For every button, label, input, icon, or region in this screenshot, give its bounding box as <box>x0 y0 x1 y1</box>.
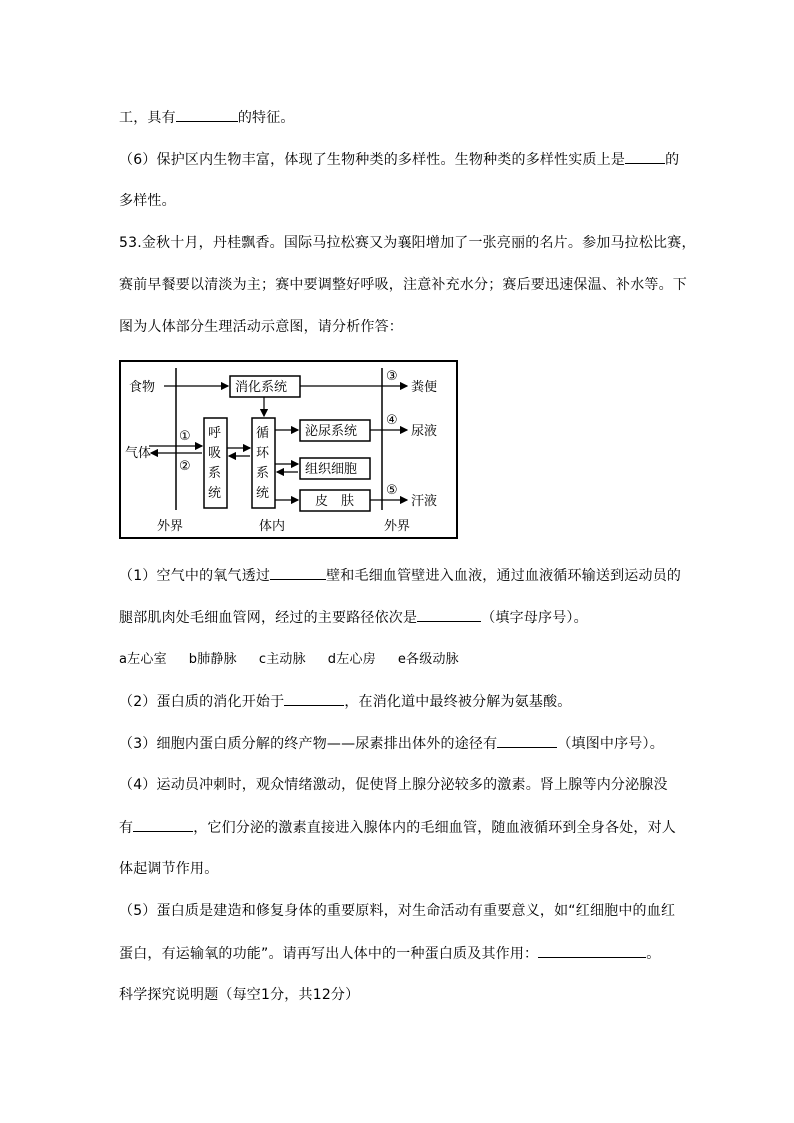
text-segment: 壁和毛细血管壁进入血液，通过血液循环输送到运动员的 <box>326 568 682 584</box>
circulatory-char: 环 <box>256 446 270 461</box>
answer-blank[interactable] <box>417 607 481 622</box>
skin-label: 皮 肤 <box>315 494 355 509</box>
question-5-line-b <box>119 943 660 964</box>
option-a: a左心室 <box>119 652 167 667</box>
question-4-line-a: （4）运动员冲刺时，观众情绪激动，促使肾上腺分泌较多的激素。肾上腺等内分泌腺没 <box>119 777 668 793</box>
respiratory-char: 吸 <box>208 446 222 461</box>
text-segment: ，它们分泌的激素直接进入腺体内的毛细血管，随血液循环到全身各处，对人 <box>193 820 677 836</box>
text-segment: ，在消化道中最终被分解为氨基酸。 <box>344 694 572 710</box>
option-c: c主动脉 <box>258 652 306 667</box>
outside-left-label: 外界 <box>157 519 184 534</box>
answer-blank[interactable] <box>625 149 665 164</box>
question-6 <box>119 149 679 170</box>
respiratory-char: 呼 <box>208 426 222 441</box>
text-segment: 。 <box>646 946 661 962</box>
question-4-line-c: 体起调节作用。 <box>119 861 219 877</box>
num-5: ⑤ <box>386 483 398 498</box>
text-line-5: 赛前早餐要以清淡为主；赛中要调整好呼吸，注意补充水分；赛后要迅速保温、补水等。下 <box>119 277 687 293</box>
sweat-label: 汗液 <box>411 494 438 509</box>
text-segment: 工，具有 <box>119 110 176 126</box>
num-1: ① <box>179 429 191 444</box>
question-3 <box>119 733 664 754</box>
options-row <box>119 649 481 670</box>
text-segment: 蛋白，有运输氧的功能”。请再写出人体中的一种蛋白质及其作用： <box>119 946 539 962</box>
option-e: e各级动脉 <box>397 652 459 667</box>
answer-blank[interactable] <box>270 565 326 580</box>
text-segment: 腿部肌肉处毛细血管网，经过的主要路径依次是 <box>119 610 418 626</box>
answer-blank[interactable] <box>538 943 646 958</box>
num-4: ④ <box>386 413 398 428</box>
circulatory-char: 系 <box>256 466 270 481</box>
text-line-3: 多样性。 <box>119 193 176 209</box>
text-segment: 的特征。 <box>237 110 295 126</box>
text-segment: 有 <box>119 820 134 836</box>
respiratory-char: 系 <box>208 466 222 481</box>
question-2 <box>119 691 572 712</box>
question-5-line-a: （5）蛋白质是建造和修复身体的重要原料，对生命活动有重要意义，如“红细胞中的血红 <box>119 903 676 919</box>
option-b: b肺静脉 <box>188 652 237 667</box>
question-1-line-b <box>119 607 588 628</box>
text-segment: （1）空气中的氧气透过 <box>119 568 271 584</box>
text-segment: （填图中序号）。 <box>557 736 664 752</box>
text-line-6: 图为人体部分生理活动示意图，请分析作答： <box>119 319 403 335</box>
text-segment: 的 <box>665 152 680 168</box>
urinary-label: 泌尿系统 <box>305 424 358 439</box>
physiology-diagram <box>119 360 459 540</box>
num-2: ② <box>179 459 191 474</box>
answer-blank[interactable] <box>497 733 557 748</box>
num-3: ③ <box>386 369 398 384</box>
question-1-line-a <box>119 565 681 586</box>
food-label: 食物 <box>129 380 156 395</box>
diagram-frame <box>120 361 457 538</box>
question-53-intro: 53.金秋十月，丹桂飘香。国际马拉松赛又为襄阳增加了一张亮丽的名片。参加马拉松比赛， <box>119 235 696 251</box>
question-4-line-b <box>119 817 676 838</box>
answer-blank[interactable] <box>176 107 238 122</box>
tissue-label: 组织细胞 <box>305 462 358 477</box>
digestive-label: 消化系统 <box>235 380 288 395</box>
inside-label: 体内 <box>259 519 286 534</box>
outside-right-label: 外界 <box>384 519 411 534</box>
option-d: d左心房 <box>327 652 376 667</box>
feces-label: 粪便 <box>411 380 438 395</box>
text-segment: （6）保护区内生物丰富，体现了生物种类的多样性。生物种类的多样性实质上是 <box>119 152 626 168</box>
text-segment: （填字母序号）。 <box>481 610 588 626</box>
urine-label: 尿液 <box>411 424 438 439</box>
text-segment: （3）细胞内蛋白质分解的终产物——尿素排出体外的途径有 <box>119 736 498 752</box>
text-segment: （2）蛋白质的消化开始于 <box>119 694 285 710</box>
respiratory-char: 统 <box>208 486 222 501</box>
answer-blank[interactable] <box>133 817 193 832</box>
answer-blank[interactable] <box>284 691 344 706</box>
gas-label: 气体 <box>125 446 152 461</box>
circulatory-char: 统 <box>256 486 270 501</box>
text-line-1 <box>119 107 295 128</box>
circulatory-char: 循 <box>256 426 270 441</box>
section-heading: 科学探究说明题（每空1分，共12分） <box>119 987 360 1003</box>
